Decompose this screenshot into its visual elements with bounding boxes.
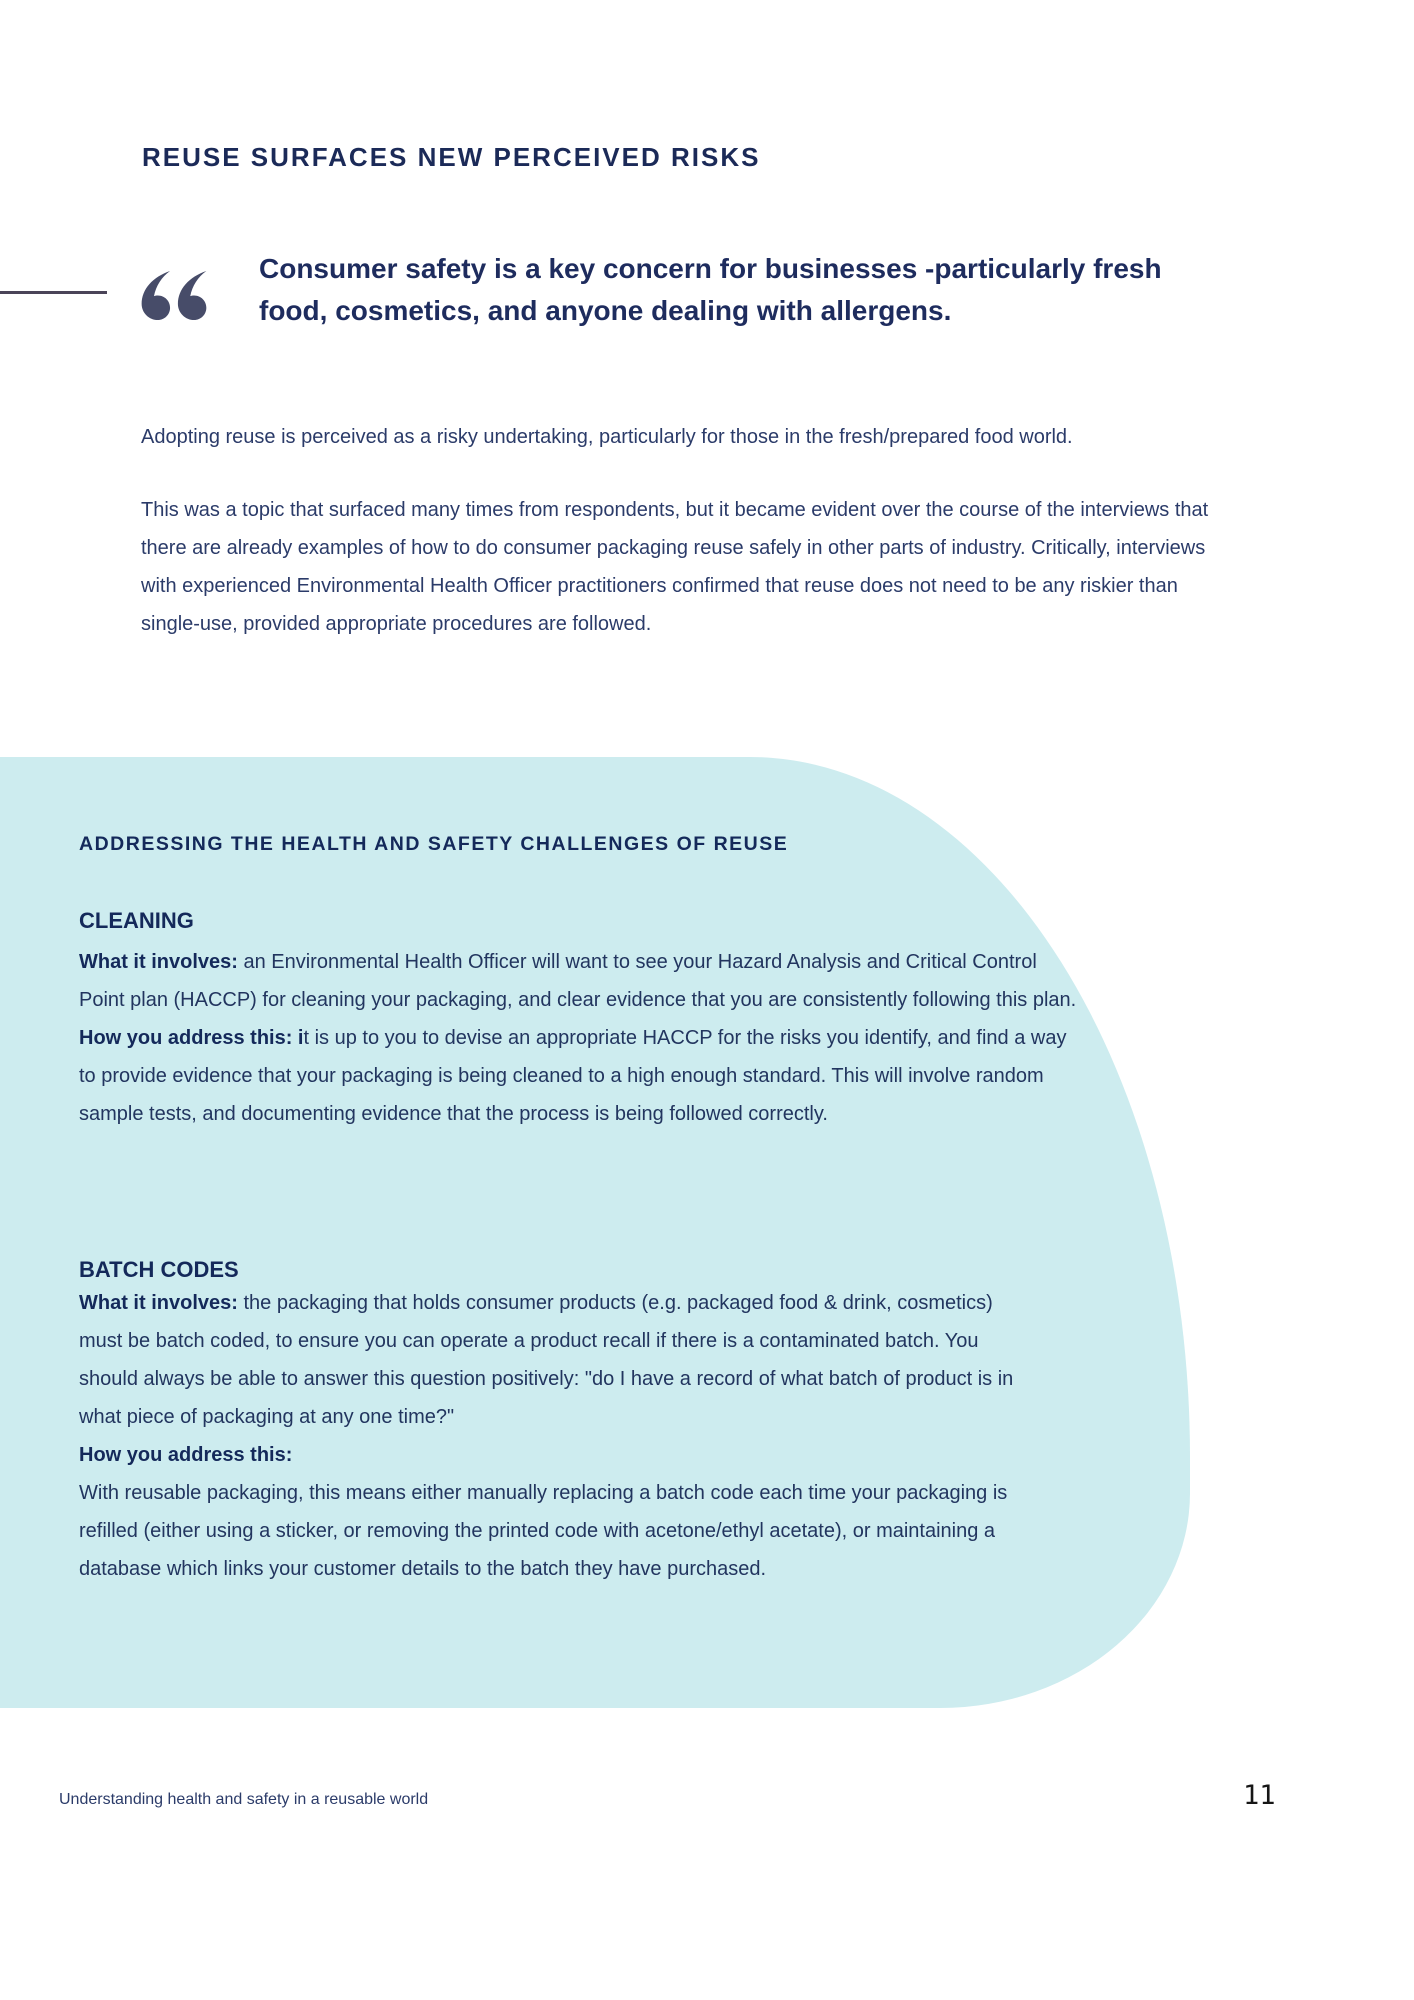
batch-codes-paragraph [79,1284,1019,1588]
page-number: 11 [1243,1780,1276,1811]
panel-heading: ADDRESSING THE HEALTH AND SAFETY CHALLENGES OF REUSE [79,833,789,855]
footer-text: Understanding health and safety in a reusable world [59,1791,429,1808]
decorative-rule [0,291,107,294]
cleaning-paragraph [79,943,1084,1133]
batch-address-label: How you address this: [79,1444,293,1466]
intro-paragraph-1: Adopting reuse is perceived as a risky undertaking, particularly for those in the fresh/prepared food world. [141,426,1073,448]
intro-paragraph-2: This was a topic that surfaced many times from respondents, but it became evident over the course of the interviews that there are already examples of how to do consumer packaging reuse safely in other parts of industry. Critically, interviews with experienced Environmental Health Officer practitioners confirmed that reuse does not need to be any riskier than single-use, provided appropriate procedures are followed. [141,499,1209,635]
batch-address-text: With reusable packaging, this means either manually replacing a batch code each time your packaging is refilled (either using a sticker, or removing the printed code with acetone/ethyl acetate), or maintaining a database which links your customer details to the batch they have purchased. [79,1482,1008,1580]
cleaning-address-text: t is up to you to devise an appropriate HACCP for the risks you identify, and find a way to provide evidence that your packaging is being cleaned to a high enough standard. This will involve random sample tests, and documenting evidence that the process is being followed correctly. [79,1027,1067,1125]
cleaning-address-label: How you address this: i [79,1027,304,1049]
batch-codes-heading: BATCH CODES [79,1257,239,1282]
cleaning-heading: CLEANING [79,908,194,933]
batch-involves-text: the packaging that holds consumer products (e.g. packaged food & drink, cosmetics) must be batch coded, to ensure you can operate a product recall if there is a contaminated batch. You should always be able to answer this question positively: "do I have a record of what batch of product is in what piece of packaging at any one time?" [79,1292,1014,1428]
pull-quote: Consumer safety is a key concern for businesses -particularly fresh food, cosmetics, and anyone dealing with allergens. [259,253,1162,326]
page-title: REUSE SURFACES NEW PERCEIVED RISKS [142,142,761,172]
cleaning-involves-text: an Environmental Health Officer will want to see your Hazard Analysis and Critical Control Point plan (HACCP) for cleaning your packaging, and clear evidence that you are consistently following this plan. [79,951,1077,1011]
quote-marks-icon [138,270,208,320]
cleaning-involves-label: What it involves: [79,951,238,973]
batch-involves-label: What it involves: [79,1292,238,1314]
